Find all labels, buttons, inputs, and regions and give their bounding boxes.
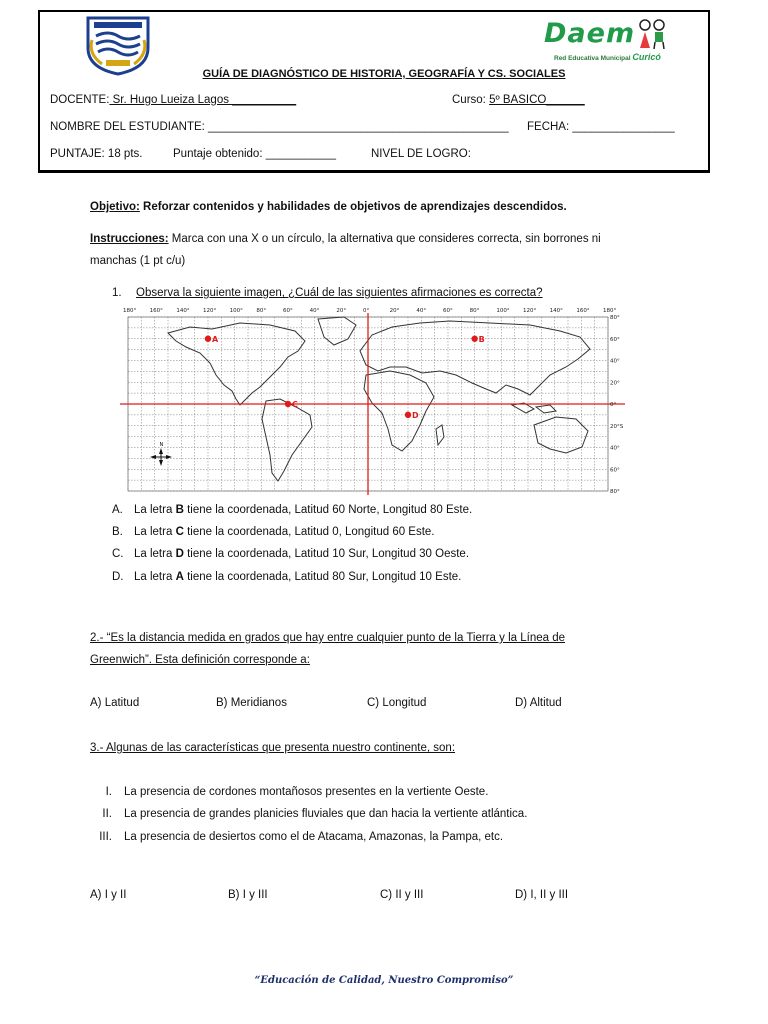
longitude-tick-label: 180° [603, 308, 617, 314]
question-2-line-2: Greenwich”. Esta definición corresponde a: [90, 654, 310, 666]
longitude-tick-label: 20° [389, 308, 400, 314]
q1-option-key-letter: B [175, 504, 184, 516]
longitude-tick-label: 160° [576, 308, 590, 314]
q1-option-text-end: tiene la coordenada, Latitud 60 Norte, Longitud 80 Este. [183, 504, 473, 516]
q2-option[interactable]: D) Altitud [515, 697, 562, 709]
q3-option[interactable]: A) I y II [90, 889, 127, 901]
student-name-field[interactable]: NOMBRE DEL ESTUDIANTE: _______________________________________________ [50, 121, 509, 133]
longitude-tick-label: 160° [149, 308, 163, 314]
q1-option-text-end: tiene la coordenada, Latitud 0, Longitud 60 Este. [183, 526, 435, 538]
q3-statement-number: I. [105, 786, 112, 798]
map-point-label-d: D [412, 410, 419, 420]
q1-option-letter: D. [112, 571, 124, 583]
q3-statement-text: La presencia de grandes planicies fluviales que dan hacia la vertiente atlántica. [124, 808, 528, 820]
compass-rose-icon [150, 442, 172, 466]
docente-line: DOCENTE: Sr. Hugo Lueiza Lagos __________ [50, 94, 297, 106]
q3-statement [76, 786, 488, 798]
map-point-c [285, 401, 291, 407]
page-title: GUÍA DE DIAGNÓSTICO DE HISTORIA, GEOGRAFÍA Y CS. SOCIALES [202, 68, 566, 80]
longitude-tick-label: 180° [123, 308, 137, 314]
q3-option[interactable]: B) I y III [228, 889, 268, 901]
latitude-tick-label: 40° [610, 445, 620, 452]
daem-logo-city: Curicó [632, 52, 661, 62]
q2-option[interactable]: C) Longitud [367, 697, 427, 709]
q1-option-text-start: La letra [134, 548, 176, 560]
daem-logo-word: Daem [544, 18, 636, 49]
puntaje-obtenido-field[interactable]: Puntaje obtenido: ___________ [173, 148, 337, 160]
longitude-tick-label: 100° [229, 308, 243, 314]
latitude-tick-label: 60° [610, 467, 620, 474]
longitude-tick-label: 100° [496, 308, 510, 314]
q3-statement-number: II. [102, 808, 112, 820]
instructions-line-2: manchas (1 pt c/u) [90, 255, 186, 267]
latitude-tick-label: 40° [610, 358, 620, 365]
q1-option-key-letter: D [175, 548, 184, 560]
q3-statement [76, 808, 527, 820]
latitude-tick-label: 20°S [610, 423, 624, 430]
footer-motto: “Educación de Calidad, Nuestro Compromiso” [254, 975, 514, 986]
q3-statement-text: La presencia de cordones montañosos presentes en la vertiente Oeste. [124, 786, 489, 798]
q1-option-key-letter: A [175, 571, 184, 583]
objective: Objetivo: Reforzar contenidos y habilidades de objetivos de aprendizajes descendidos. [90, 201, 567, 213]
map-point-label-c: C [292, 400, 298, 409]
q1-option[interactable] [112, 548, 469, 560]
q2-option[interactable]: A) Latitud [90, 697, 140, 709]
map-point-b [471, 336, 477, 342]
longitude-tick-label: 140° [549, 308, 563, 314]
longitude-tick-label: 40° [416, 308, 427, 314]
q3-option[interactable]: D) I, II y III [515, 889, 569, 901]
longitude-tick-label: 60° [283, 308, 293, 314]
daem-logo-subtitle: Red Educativa Municipal Curicó [554, 52, 661, 62]
q1-option-text-start: La letra [134, 571, 176, 583]
latitude-tick-label: 20° [610, 380, 620, 387]
latitude-tick-label: 80° [610, 489, 620, 495]
instructions-line-1: Instrucciones: Marca con una X o un círculo, la alternativa que consideres correcta, sin borrones ni [90, 233, 601, 245]
question-1: 1. Observa la siguiente imagen, ¿Cuál de las siguientes afirmaciones es correcta? [112, 287, 543, 299]
longitude-tick-label: 120° [203, 308, 217, 314]
compass-north-label: N [159, 442, 164, 448]
q1-option-letter: C. [112, 548, 124, 560]
latitude-tick-label: 0° [610, 402, 617, 408]
q3-statement [76, 831, 503, 843]
question-3: 3.- Algunas de las características que presenta nuestro continente, son: [90, 742, 456, 754]
map-point-d [405, 412, 411, 418]
longitude-tick-label: 0° [363, 308, 370, 314]
q1-option-key-letter: C [175, 526, 184, 538]
q3-option[interactable]: C) II y III [380, 889, 424, 901]
date-field[interactable]: FECHA: ________________ [527, 121, 675, 133]
q1-option[interactable] [112, 571, 461, 583]
longitude-tick-label: 80° [469, 308, 480, 314]
map-point-a [205, 336, 211, 342]
school-crest-logo [82, 14, 154, 76]
map-point-label-b: B [478, 334, 485, 344]
q3-statement-number: III. [99, 831, 112, 843]
q1-option-text-end: tiene la coordenada, Latitud 80 Sur, Longitud 10 Este. [183, 571, 462, 583]
q1-option-letter: B. [112, 526, 123, 538]
map-point-label-a: A [212, 334, 219, 344]
latitude-tick-label: 60° [610, 336, 620, 343]
longitude-tick-label: 80° [256, 308, 267, 314]
question-2-line-1: 2.- “Es la distancia medida en grados que hay entre cualquier punto de la Tierra y la Línea de [90, 632, 565, 644]
longitude-tick-label: 140° [176, 308, 190, 314]
nivel-logro-label: NIVEL DE LOGRO: [371, 148, 471, 160]
daem-logo [544, 18, 668, 70]
q1-option[interactable] [112, 504, 472, 516]
children-figures-icon [636, 18, 668, 50]
q1-option-text-start: La letra [134, 526, 176, 538]
q1-option-letter: A. [112, 504, 123, 516]
world-map-grid [120, 305, 625, 495]
longitude-tick-label: 60° [443, 308, 453, 314]
q2-option[interactable]: B) Meridianos [216, 697, 287, 709]
q1-option-text-end: tiene la coordenada, Latitud 10 Sur, Longitud 30 Oeste. [183, 548, 470, 560]
q3-statement-text: La presencia de desiertos como el de Atacama, Amazonas, la Pampa, etc. [124, 831, 504, 843]
curso-line: Curso: 5º BASICO______ [452, 94, 585, 106]
longitude-tick-label: 120° [523, 308, 537, 314]
q1-option-text-start: La letra [134, 504, 176, 516]
puntaje-label: PUNTAJE: 18 pts. [50, 148, 143, 160]
longitude-tick-label: 40° [309, 308, 320, 314]
latitude-tick-label: 80° [610, 315, 620, 321]
longitude-tick-label: 20° [336, 308, 347, 314]
q1-option[interactable] [112, 526, 435, 538]
